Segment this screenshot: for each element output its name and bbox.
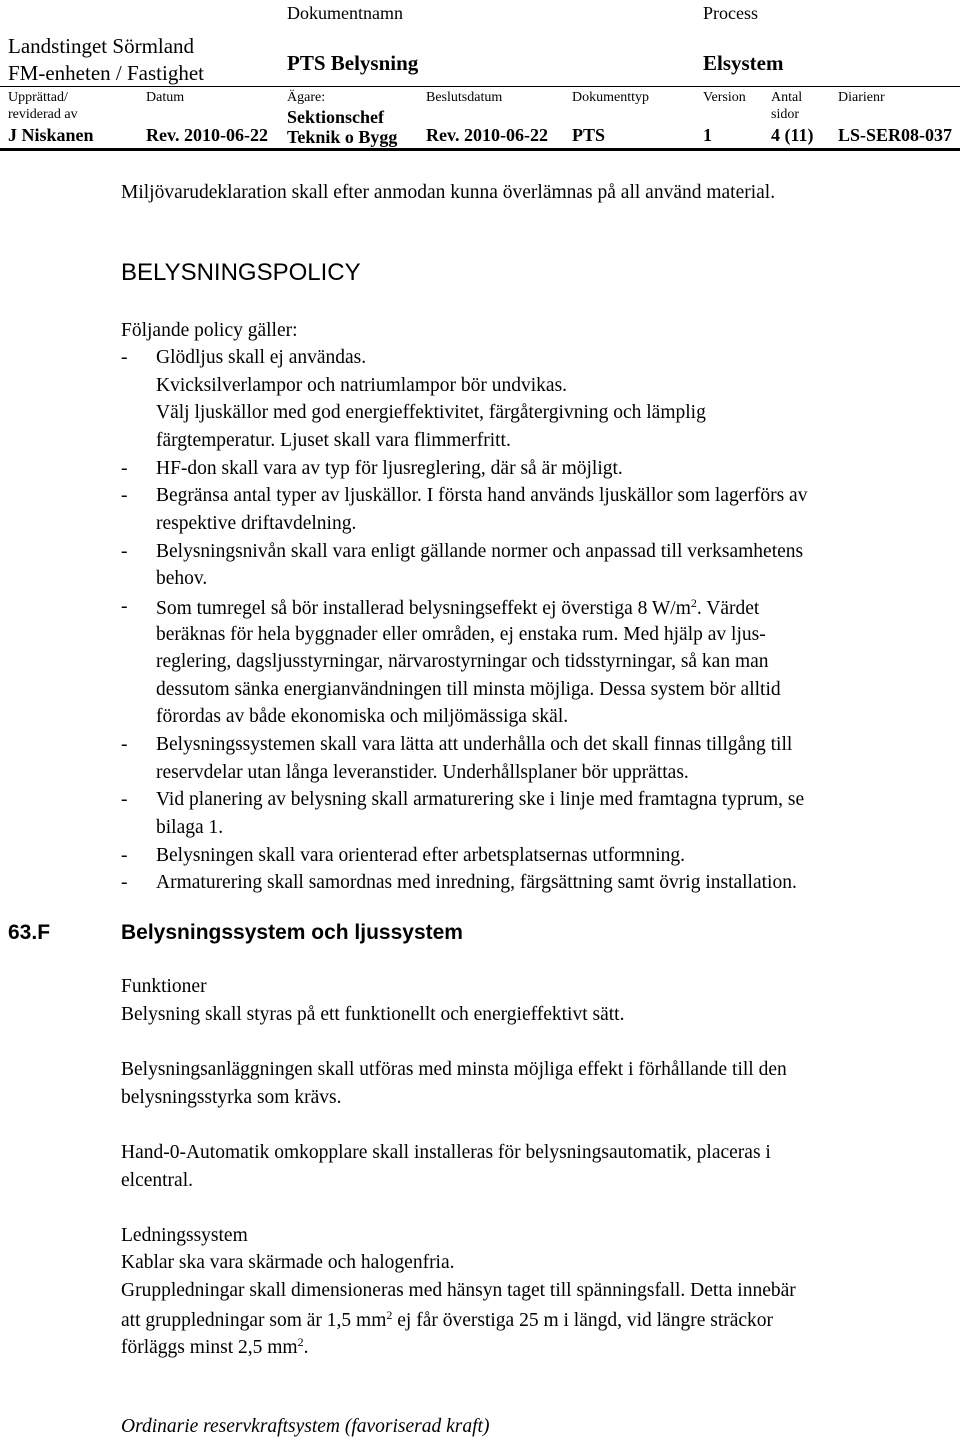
wiring-line-2: Gruppledningar skall dimensioneras med hänsyn taget till spänningsfall. Detta innebär <box>121 1280 796 1301</box>
list-dash: - <box>121 872 128 893</box>
policy-item-1-line-4: färgtemperatur. Ljuset skall vara flimmerfritt. <box>156 430 511 451</box>
policy-item-5-line-5: förordas av både ekonomiska och miljömässiga skäl. <box>156 706 569 727</box>
list-dash: - <box>121 541 128 562</box>
policy-item-5-line-4: dessutom sänka energianvändningen till minsta möjliga. Dessa system bör alltid <box>156 679 781 700</box>
docname-label: Dokumentnamn <box>287 3 403 23</box>
policy-item-5-line-2: beräknas för hela byggnader eller områden, ej enstaka rum. Med hjälp av ljus- <box>156 624 766 645</box>
doctype-value: PTS <box>572 125 606 145</box>
decision-value: Rev. 2010-06-22 <box>426 125 548 145</box>
list-dash: - <box>121 734 128 755</box>
list-dash: - <box>121 789 128 810</box>
policy-item-7-line-1: Vid planering av belysning skall armaturering ske i linje med framtagna typrum, se <box>156 789 805 810</box>
switch-line-2: elcentral. <box>121 1170 193 1191</box>
policy-intro: Följande policy gäller: <box>121 320 298 341</box>
list-dash: - <box>121 458 128 479</box>
list-dash: - <box>121 485 128 506</box>
policy-item-5-line-3: reglering, dagsljusstyrningar, närvarostyrningar och tidsstyrningar, så kan man <box>156 651 769 672</box>
intro-text: Miljövarudeklaration skall efter anmodan kunna överlämnas på all använd material. <box>121 182 776 203</box>
wiring-line-1: Kablar ska vara skärmade och halogenfria. <box>121 1252 455 1273</box>
owner-value-1: Sektionschef <box>287 107 385 127</box>
policy-item-3-line-2: respektive driftavdelning. <box>156 513 357 534</box>
installation-line-2: belysningsstyrka som krävs. <box>121 1087 342 1108</box>
version-value: 1 <box>703 125 712 145</box>
doctype-label: Dokumenttyp <box>572 90 649 105</box>
policy-item-8: Belysningen skall vara orienterad efter arbetsplatsernas utformning. <box>156 845 686 866</box>
created-value: J Niskanen <box>8 125 94 145</box>
date-value: Rev. 2010-06-22 <box>146 125 268 145</box>
org-unit: FM-enheten / Fastighet <box>8 61 204 85</box>
functions-label: Funktioner <box>121 976 207 997</box>
header-bottom-rule <box>0 148 960 151</box>
wiring-line-4: förläggs minst 2,5 $mm^2$. <box>121 1335 309 1358</box>
list-dash: - <box>121 347 128 368</box>
section-number: 63.F <box>8 921 51 944</box>
policy-item-6-line-2: reservdelar utan långa leveranstider. Underhållsplaner bör upprättas. <box>156 762 689 783</box>
owner-label: Ägare: <box>287 90 326 105</box>
created-label-1: Upprättad/ <box>8 90 68 105</box>
list-dash: - <box>121 596 128 617</box>
created-label-2: reviderad av <box>8 107 78 122</box>
policy-item-6-line-1: Belysningssystemen skall vara lätta att underhålla och det skall finnas tillgång till <box>156 734 793 755</box>
owner-value-2: Teknik o Bygg <box>287 127 398 147</box>
reserve-power-label: Ordinarie reservkraftsystem (favoriserad kraft) <box>121 1416 490 1437</box>
version-label: Version <box>703 90 746 105</box>
pages-value: 4 (11) <box>771 125 814 145</box>
policy-item-5-line-1: Som tumregel så bör installerad belysningseffekt ej överstiga 8 $W/m^2$. Värdet <box>156 596 760 619</box>
process-label: Process <box>703 3 758 23</box>
date-label: Datum <box>146 90 185 105</box>
policy-item-1-line-1: Glödljus skall ej användas. <box>156 347 367 368</box>
diary-label: Diarienr <box>838 90 885 105</box>
functions-text: Belysning skall styras på ett funktionellt och energieffektivt sätt. <box>121 1004 625 1025</box>
policy-item-4-line-2: behov. <box>156 568 208 589</box>
docname-value: PTS Belysning <box>287 51 419 75</box>
policy-item-2: HF-don skall vara av typ för ljusreglering, där så är möjligt. <box>156 458 623 479</box>
pages-label-1: Antal <box>771 90 803 105</box>
section-title: Belysningssystem och ljussystem <box>121 921 463 944</box>
installation-line-1: Belysningsanläggningen skall utföras med minsta möjliga effekt i förhållande till den <box>121 1059 787 1080</box>
org-name: Landstinget Sörmland <box>8 34 195 58</box>
list-dash: - <box>121 845 128 866</box>
policy-item-7-line-2: bilaga 1. <box>156 817 224 838</box>
decision-label: Beslutsdatum <box>426 90 503 105</box>
policy-item-9: Armaturering skall samordnas med inredning, färgsättning samt övrig installation. <box>156 872 797 893</box>
switch-line-1: Hand-0-Automatik omkopplare skall installeras för belysningsautomatik, placeras i <box>121 1142 771 1163</box>
process-value: Elsystem <box>703 51 784 75</box>
policy-heading: BELYSNINGSPOLICY <box>121 259 361 286</box>
policy-item-4-line-1: Belysningsnivån skall vara enligt gällande normer och anpassad till verksamhetens <box>156 541 804 562</box>
policy-item-1-line-3: Välj ljuskällor med god energieffektivitet, färgåtergivning och lämplig <box>156 402 706 423</box>
header-divider <box>0 86 960 87</box>
pages-label-2: sidor <box>771 107 799 122</box>
policy-item-3-line-1: Begränsa antal typer av ljuskällor. I första hand används ljuskällor som lagerförs av <box>156 485 808 506</box>
wiring-line-3: att gruppledningar som är 1,5 $mm^2$ ej får överstiga 25 m i längd, vid längre sträckor <box>121 1308 774 1331</box>
document-header <box>0 0 960 152</box>
policy-item-1-line-2: Kvicksilverlampor och natriumlampor bör undvikas. <box>156 375 568 396</box>
diary-value: LS-SER08-037 <box>838 125 953 145</box>
wiring-label: Ledningssystem <box>121 1225 248 1246</box>
